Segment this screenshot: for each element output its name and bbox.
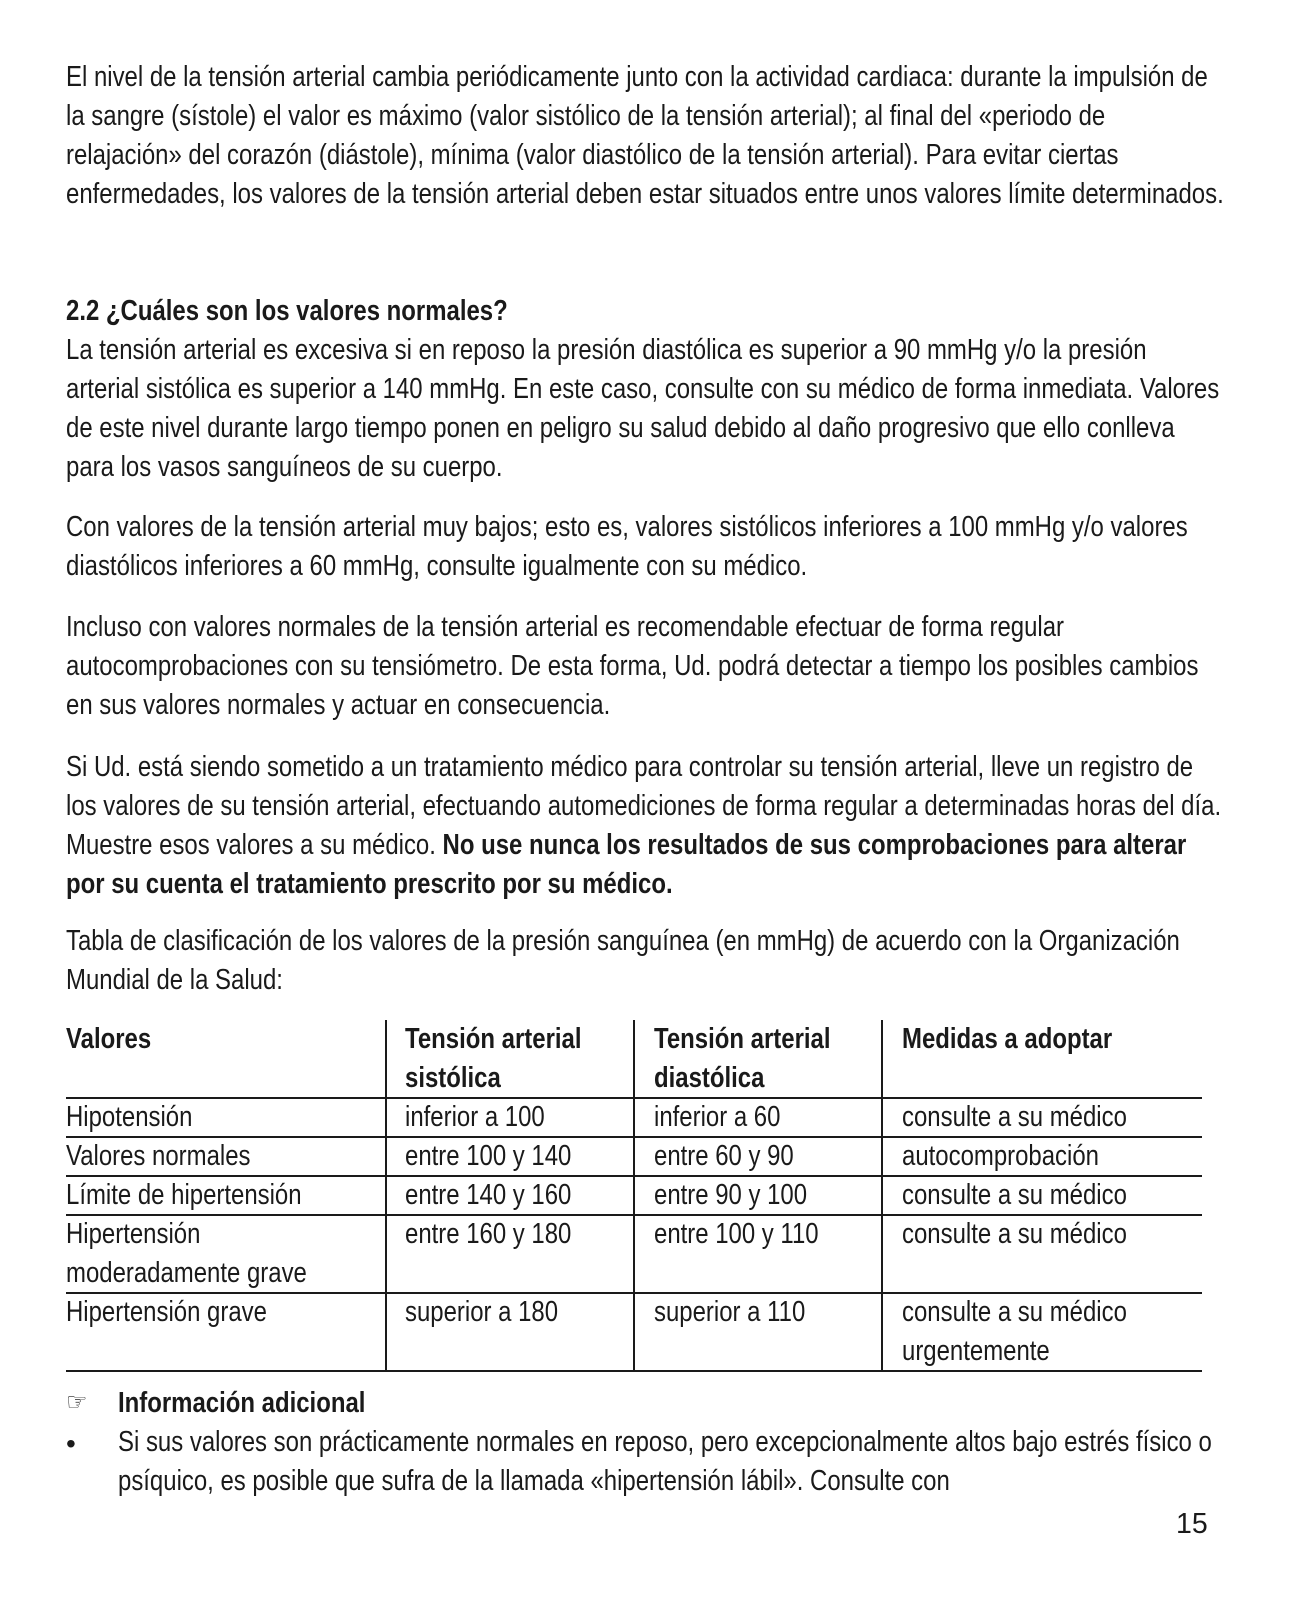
table-row [66, 1215, 1226, 1293]
column-divider [633, 1020, 635, 1371]
paragraph-table-intro: Tabla de clasificación de los valores de la presión sanguínea (en mmHg) de acuerdo con la Organización Mundial de la Salud: [66, 925, 1180, 996]
column-divider [385, 1020, 387, 1371]
row-divider [66, 1136, 1202, 1138]
cell-medidas [902, 1098, 1226, 1137]
additional-info-bullet: Si sus valores son prácticamente normales en reposo, pero excepcionalmente altos bajo estrés físico o psíquico, es posible que sufra de la llamada «hipertensión lábil». Consulte con [118, 1426, 1212, 1497]
cell-line: consulte a su médico [902, 1179, 1127, 1211]
cell-valores [66, 1176, 384, 1215]
cell-line: diastólica [654, 1062, 765, 1094]
cell-line: Hipertensión [66, 1218, 201, 1250]
table-row [66, 1176, 1226, 1215]
treatment-text: Si Ud. está siendo sometido a un tratamiento médico para controlar su tensión arterial, lleve un registro de los valores de su tensión arterial, efectuando automediciones de forma regular a determinadas horas del día. Muestre esos valores a su médico. [66, 751, 1222, 861]
cell-line: Tensión arterial [654, 1023, 831, 1055]
cell-line: entre 60 y 90 [654, 1140, 794, 1172]
cell-line: inferior a 60 [654, 1101, 781, 1133]
cell-line: superior a 180 [405, 1296, 559, 1328]
treatment-warning: No use nunca los resultados de sus comprobaciones para alterar por su cuenta el tratamiento prescrito por su médico. [66, 829, 1187, 900]
table-header-row [66, 1020, 1226, 1098]
cell-line: Valores normales [66, 1140, 251, 1172]
classification-table [66, 1020, 1226, 1371]
row-divider [66, 1214, 1202, 1216]
cell-line: Límite de hipertensión [66, 1179, 302, 1211]
paragraph-self-check: Incluso con valores normales de la tensión arterial es recomendable efectuar de forma regular autocomprobaciones con su tensiómetro. De esta forma, Ud. podrá detectar a tiempo los posibles cambios en sus valores normales y actuar en consecuencia. [66, 611, 1199, 721]
paragraph-high-pressure: La tensión arterial es excesiva si en reposo la presión diastólica es superior a 90 mmHg y/o la presión arterial sistólica es superior a 140 mmHg. En este caso, consulte con su médico de forma inmediata. Valores de este nivel durante largo tiempo ponen en peligro su salud debido al daño progresivo que ello conlleva para los vasos sanguíneos de su cuerpo. [66, 334, 1220, 483]
intro-paragraph: El nivel de la tensión arterial cambia periódicamente junto con la actividad cardiaca: durante la impulsión de la sangre (sístole) el valor es máximo (valor sistólico de la tensión arterial); al final del «periodo de relajación» del corazón (diástole), mínima (valor diastólico de la tensión arterial). Para evitar ciertas enfermedades, los valores de la tensión arterial deben estar situados entre unos valores límite determinados. [66, 61, 1224, 210]
cell-medidas [902, 1176, 1226, 1215]
paragraph-treatment [66, 748, 1226, 904]
table-row [66, 1098, 1226, 1137]
cell-line: consulte a su médico [902, 1296, 1127, 1328]
cell-medidas [902, 1293, 1226, 1371]
table-row [66, 1137, 1226, 1176]
cell-line: consulte a su médico [902, 1101, 1127, 1133]
cell-diastolica [654, 1137, 884, 1176]
cell-line: sistólica [405, 1062, 501, 1094]
bullet-icon: • [66, 1428, 76, 1459]
cell-medidas [902, 1215, 1226, 1254]
row-divider [66, 1370, 1202, 1372]
header-cell-sistolica [405, 1020, 635, 1098]
header-cell-valores [66, 1020, 384, 1059]
cell-line: Hipotensión [66, 1101, 193, 1133]
column-divider [881, 1020, 883, 1371]
cell-sistolica [405, 1137, 635, 1176]
cell-line: Tensión arterial [405, 1023, 582, 1055]
cell-diastolica [654, 1293, 884, 1332]
paragraph-low-pressure: Con valores de la tensión arterial muy bajos; esto es, valores sistólicos inferiores a 100 mmHg y/o valores diastólicos inferiores a 60 mmHg, consulte igualmente con su médico. [66, 511, 1188, 582]
cell-valores [66, 1098, 384, 1137]
cell-line: entre 160 y 180 [405, 1218, 572, 1250]
cell-sistolica [405, 1176, 635, 1215]
cell-sistolica [405, 1215, 635, 1254]
cell-sistolica [405, 1098, 635, 1137]
cell-line: Hipertensión grave [66, 1296, 267, 1328]
cell-valores [66, 1293, 384, 1332]
cell-line: entre 100 y 110 [654, 1218, 819, 1250]
row-divider [66, 1175, 1202, 1177]
cell-diastolica [654, 1098, 884, 1137]
cell-diastolica [654, 1215, 884, 1254]
cell-valores [66, 1215, 384, 1293]
row-divider [66, 1097, 1202, 1099]
cell-line: entre 90 y 100 [654, 1179, 808, 1211]
cell-line: autocomprobación [902, 1140, 1099, 1172]
pointing-hand-icon: ☞ [66, 1389, 88, 1416]
cell-line: urgentemente [902, 1335, 1050, 1367]
cell-line: entre 140 y 160 [405, 1179, 572, 1211]
header-cell-diastolica [654, 1020, 884, 1098]
cell-line: inferior a 100 [405, 1101, 545, 1133]
additional-info-title: Información adicional [118, 1387, 366, 1419]
section-heading: 2.2 ¿Cuáles son los valores normales? [66, 295, 508, 327]
cell-diastolica [654, 1176, 884, 1215]
header-cell-medidas [902, 1020, 1226, 1059]
cell-sistolica [405, 1293, 635, 1332]
cell-line: Valores [66, 1023, 152, 1055]
table-row [66, 1293, 1226, 1371]
cell-line: Medidas a adoptar [902, 1023, 1113, 1055]
cell-line: moderadamente grave [66, 1257, 307, 1289]
cell-line: superior a 110 [654, 1296, 806, 1328]
page-number: 15 [1176, 1508, 1208, 1540]
cell-line: entre 100 y 140 [405, 1140, 572, 1172]
cell-medidas [902, 1137, 1226, 1176]
cell-valores [66, 1137, 384, 1176]
cell-line: consulte a su médico [902, 1218, 1127, 1250]
row-divider [66, 1292, 1202, 1294]
